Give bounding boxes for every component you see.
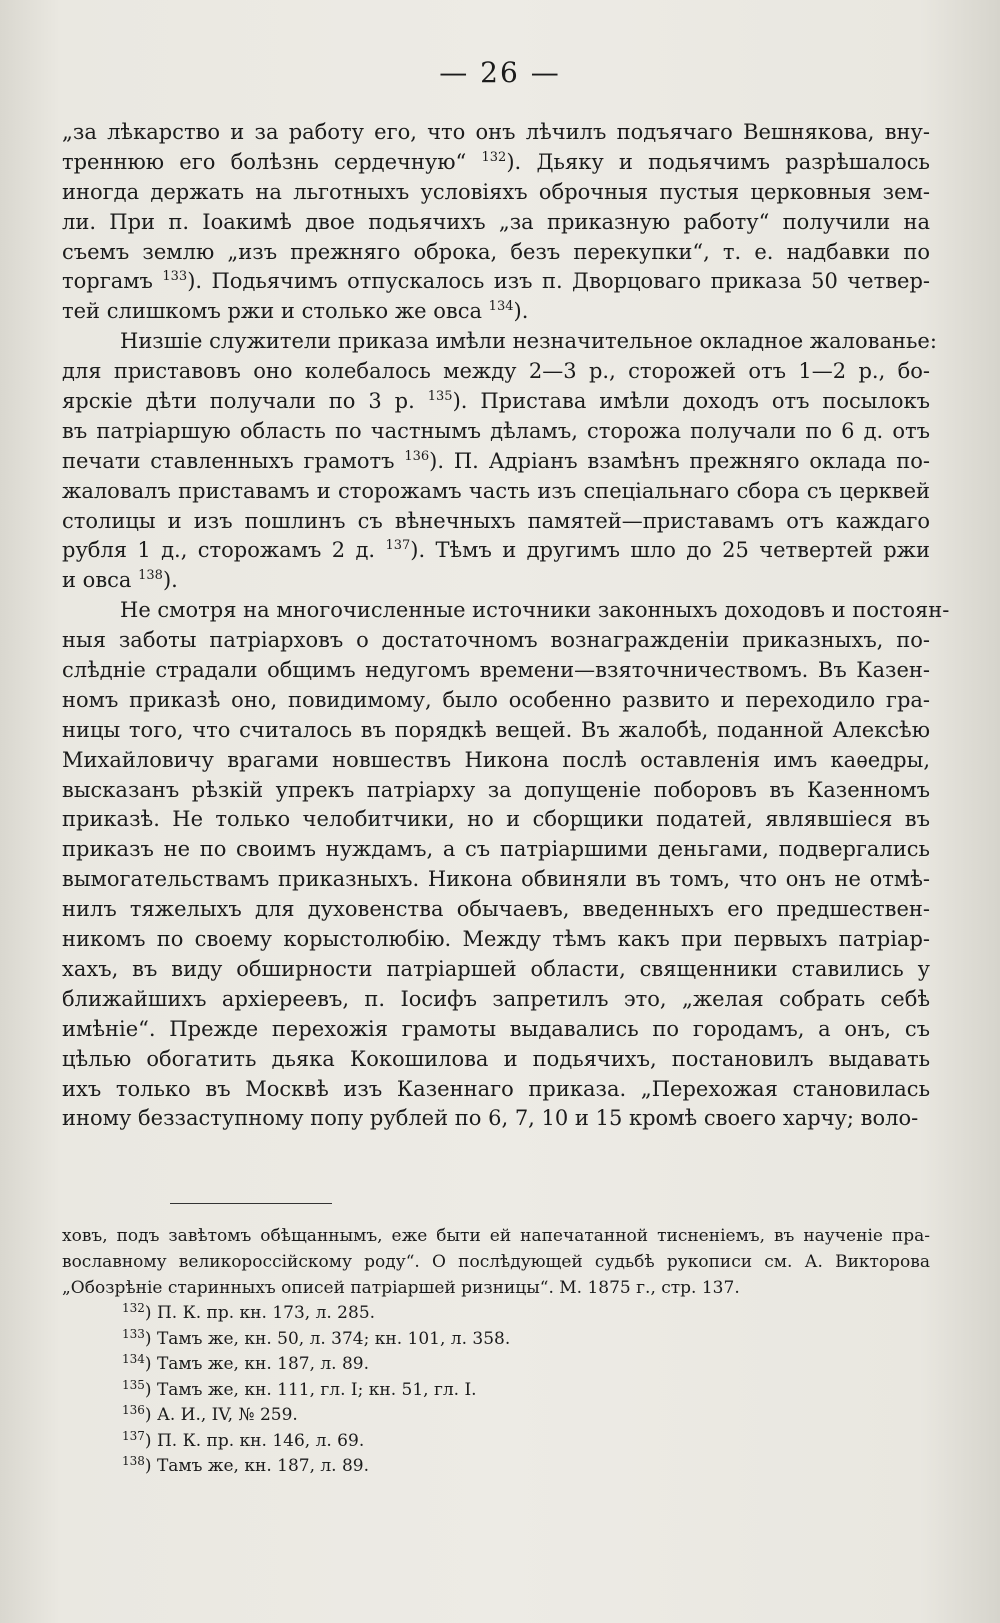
footnote <box>62 1327 930 1353</box>
footnote-text: ) Тамъ же, кн. 187, л. 89. <box>144 1354 370 1375</box>
footnote-separator <box>170 1203 332 1204</box>
text-line: „за лѣкарство и за работу его, что онъ лѣчилъ подъячаго Вешнякова, вну- <box>62 120 930 144</box>
text-line: тей слишкомъ ржи и столько же овса $^{134}$). <box>62 299 529 324</box>
page-number: — 26 — <box>439 56 561 89</box>
text-line: съемъ землю „изъ прежняго оброка, безъ перекупки“, т. е. надбавки по <box>62 239 930 264</box>
footnote <box>62 1352 930 1378</box>
footnote-number: 135 <box>122 1377 145 1392</box>
text-line: треннюю его болѣзнь сердечную“ $^{132}$). Дьяку и подьячимъ разрѣшалось <box>62 149 930 174</box>
text-line: хахъ, въ виду обширности патріаршей области, священники ставились у <box>62 956 930 981</box>
footnote-number: 134 <box>122 1352 145 1367</box>
footnote-text: ) Тамъ же, кн. 50, л. 374; кн. 101, л. 358. <box>144 1328 511 1349</box>
main-text <box>62 118 950 1134</box>
footnote <box>62 1403 930 1429</box>
text-line: приказѣ. Не только челобитчики, но и сборщики податей, являвшіеся въ <box>62 807 930 832</box>
text-line: въ патріаршую область по частнымъ дѣламъ, сторожа получали по 6 д. отъ <box>62 418 930 443</box>
text-line: ницы того, что считалось въ порядкѣ вещей. Въ жалобѣ, поданной Алексѣю <box>62 717 930 742</box>
text-line: имѣніе“. Прежде перехожія грамоты выдавались по городамъ, а онъ, съ <box>62 1016 930 1041</box>
footnote-number: 132 <box>122 1301 145 1316</box>
text-line: нилъ тяжелыхъ для духовенства обычаевъ, введенныхъ его предшествен- <box>62 897 930 922</box>
text-line: ныя заботы патріарховъ о достаточномъ вознагражденіи приказныхъ, по- <box>62 628 930 653</box>
text-line: торгамъ $^{133}$). Подьячимъ отпускалось изъ п. Дворцоваго приказа 50 четвер- <box>62 269 930 294</box>
footnote-continuation-line: ховъ, подъ завѣтомъ обѣщаннымъ, еже быти ей напечатанной тисненіемъ, въ наученіе пра- <box>62 1226 930 1246</box>
text-line: номъ приказѣ оно, повидимому, было особенно развито и переходило гра- <box>62 687 930 712</box>
footnote-text: ) Тамъ же, кн. 111, гл. I; кн. 51, гл. I. <box>144 1379 477 1400</box>
text-line: слѣдніе страдали общимъ недугомъ времени—взяточничествомъ. Въ Казен- <box>62 658 930 683</box>
text-line: вымогательствамъ приказныхъ. Никона обвиняли въ томъ, что онъ не отмѣ- <box>62 867 930 892</box>
footnote-continuation-line: вославному великороссійскому роду“. О послѣдующей судьбѣ рукописи см. А. Викторова <box>62 1251 930 1272</box>
paragraph <box>62 118 930 327</box>
footnote-number: 136 <box>122 1403 145 1418</box>
text-line: иному беззаступному попу рублей по 6, 7, 10 и 15 кромѣ своего харчу; воло- <box>62 1106 919 1131</box>
paragraph <box>62 596 950 1134</box>
text-line: печати ставленныхъ грамотъ $^{136}$). П. Адріанъ взамѣнъ прежняго оклада по- <box>62 448 930 473</box>
footnote-number: 133 <box>122 1326 145 1341</box>
paragraph <box>62 327 937 596</box>
footnote <box>62 1378 930 1404</box>
footnote <box>62 1301 930 1327</box>
footnote-text: ) А. И., IV, № 259. <box>144 1405 298 1426</box>
footnote <box>62 1454 930 1480</box>
footnote-text: ) Тамъ же, кн. 187, л. 89. <box>144 1456 370 1477</box>
text-line: и овса $^{138}$). <box>62 568 178 593</box>
text-line: иногда держать на льготныхъ условіяхъ оброчныя пустыя церковныя зем- <box>62 179 930 204</box>
text-line: Низшіе служители приказа имѣли незначительное окладное жалованье: <box>120 329 937 354</box>
text-line: приказъ не по своимъ нуждамъ, а съ патріаршими деньгами, подвергались <box>62 837 930 862</box>
footnote-number: 138 <box>122 1454 145 1469</box>
text-line: Не смотря на многочисленные источники законныхъ доходовъ и постоян- <box>120 598 950 623</box>
text-line: Михайловичу врагами новшествъ Никона послѣ оставленія имъ каѳедры, <box>62 747 930 772</box>
text-line: жаловалъ приставамъ и сторожамъ часть изъ спеціальнаго сбора съ церквей <box>62 478 930 503</box>
text-line: высказанъ рѣзкій упрекъ патріарху за допущеніе поборовъ въ Казенномъ <box>62 777 930 802</box>
footnote-text: ) П. К. пр. кн. 173, л. 285. <box>144 1303 376 1324</box>
footnote-number: 137 <box>122 1428 145 1443</box>
text-line: для приставовъ оно колебалось между 2—3 р., сторожей отъ 1—2 р., бо- <box>62 359 930 384</box>
text-line: ярскіе дѣти получали по 3 р. $^{135}$). Пристава имѣли доходъ отъ посылокъ <box>62 389 930 414</box>
footnote-continuation-line: „Обозрѣніе старинныхъ описей патріаршей ризницы“. М. 1875 г., стр. 137. <box>62 1277 740 1298</box>
footnotes <box>62 1224 930 1480</box>
text-line: ихъ только въ Москвѣ изъ Казеннаго приказа. „Перехожая становилась <box>62 1076 930 1101</box>
text-line: столицы и изъ пошлинъ съ вѣнечныхъ памятей—приставамъ отъ каждаго <box>62 508 930 533</box>
text-line: цѣлью обогатить дьяка Кокошилова и подьячихъ, постановилъ выдавать <box>62 1046 930 1071</box>
footnote <box>62 1429 930 1455</box>
text-line: ли. При п. Іоакимѣ двое подьячихъ „за приказную работу“ получили на <box>62 209 930 234</box>
text-line: рубля 1 д., сторожамъ 2 д. $^{137}$). Тѣмъ и другимъ шло до 25 четвертей ржи <box>62 538 931 563</box>
footnote-text: ) П. К. пр. кн. 146, л. 69. <box>144 1430 365 1451</box>
text-line: никомъ по своему корыстолюбію. Между тѣмъ какъ при первыхъ патріар- <box>62 927 930 952</box>
text-line: ближайшихъ архіереевъ, п. Іосифъ запретилъ это, „желая собрать себѣ <box>62 986 930 1011</box>
